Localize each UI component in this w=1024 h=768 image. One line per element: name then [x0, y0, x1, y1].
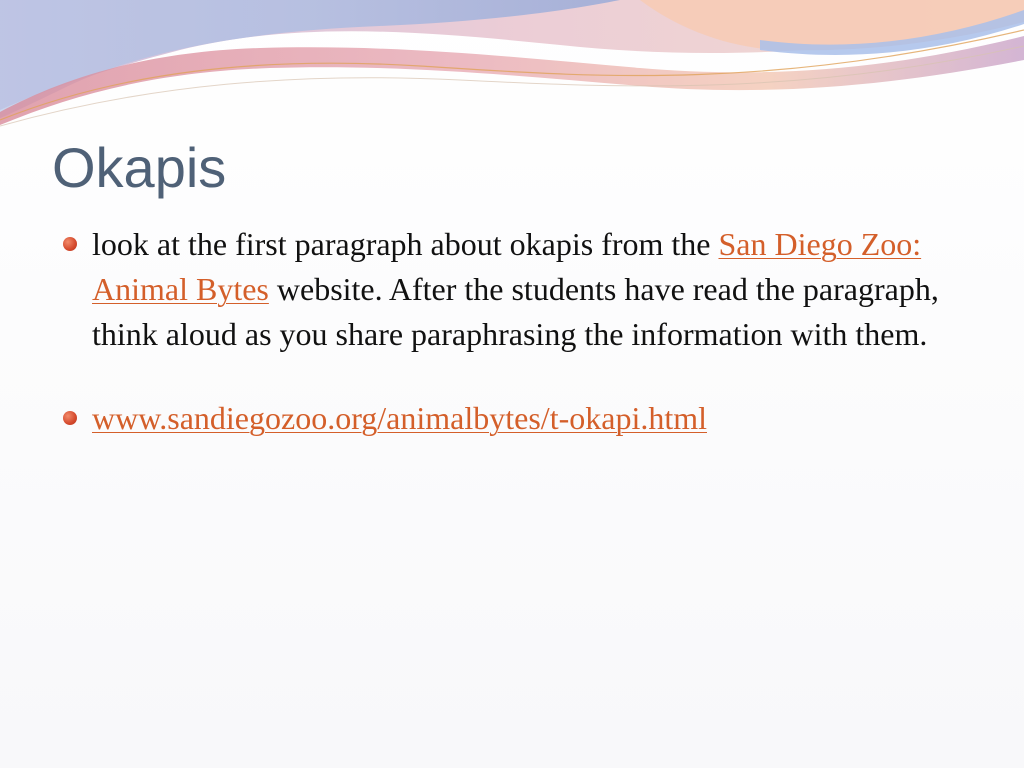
san-diego-zoo-link[interactable]: San Diego Zoo: Animal Bytes — [92, 226, 922, 307]
okapi-url-link[interactable]: www.sandiegozoo.org/animalbytes/t-okapi.html — [92, 400, 707, 436]
bullet-dot-icon — [63, 237, 77, 251]
bullet-dot-icon — [63, 411, 77, 425]
decorative-wave-header — [0, 0, 1024, 130]
bullet-item-url — [62, 396, 942, 441]
slide-title: Okapis — [52, 136, 227, 199]
bullet-list — [62, 222, 942, 441]
bullet-text-after: website. After the students have read the paragraph, think aloud as you share paraphrasing the information with them. — [92, 271, 939, 352]
bullet-item-instructions — [62, 222, 942, 357]
bullet-text-before: look at the first paragraph about okapis from the — [92, 226, 719, 262]
